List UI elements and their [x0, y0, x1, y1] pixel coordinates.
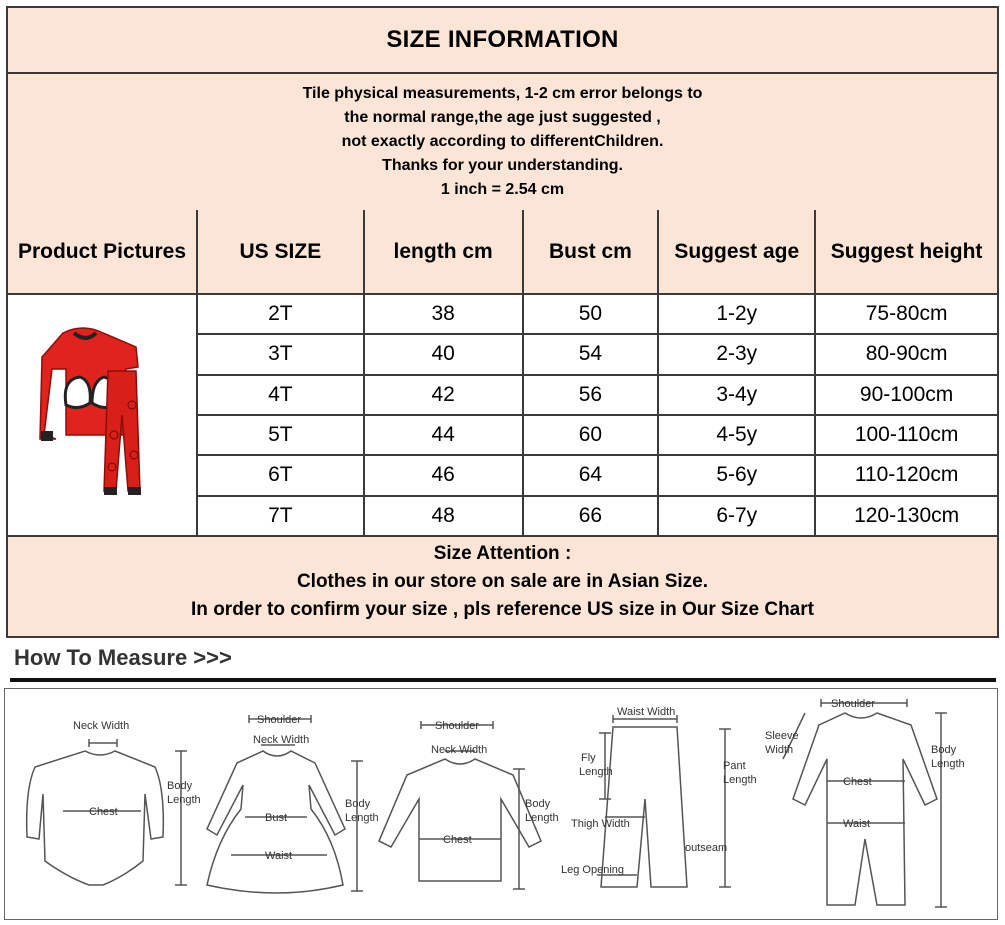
table-row: [8, 294, 997, 334]
label-neck-width: Neck Width: [431, 744, 488, 756]
cell-length: 40: [364, 334, 523, 374]
cell-height: 120-130cm: [815, 496, 997, 536]
attention-line: Clothes in our store on sale are in Asian Size.: [296, 571, 709, 592]
label-chest: Chest: [443, 834, 472, 846]
label-neck-width: Neck Width: [73, 720, 130, 732]
cell-length: 48: [364, 496, 523, 536]
pants-diagram: [561, 706, 757, 887]
label-length: Length: [525, 812, 559, 824]
cell-us-size: 5T: [197, 415, 364, 455]
cell-us-size: 7T: [197, 496, 364, 536]
product-picture-cell: [8, 294, 197, 536]
label-length: Length: [579, 766, 613, 778]
label-length: Length: [345, 812, 379, 824]
cell-length: 42: [364, 375, 523, 415]
label-bust: Bust: [265, 812, 288, 824]
cell-us-size: 3T: [197, 334, 364, 374]
label-chest: Chest: [89, 806, 118, 818]
label-leg-opening: Leg Opening: [561, 864, 624, 876]
cell-height: 110-120cm: [815, 455, 997, 495]
label-neck-width: Neck Width: [253, 734, 310, 746]
header-suggest-height: Suggest height: [815, 210, 997, 294]
cell-bust: 60: [523, 415, 659, 455]
label-thigh-width: Thigh Width: [571, 818, 630, 830]
cell-age: 3-4y: [658, 375, 815, 415]
cell-height: 100-110cm: [815, 415, 997, 455]
label-sleeve: Sleeve: [765, 730, 799, 742]
label-body: Body: [931, 744, 957, 756]
attention-heading: Size Attention :: [433, 543, 572, 564]
divider: [10, 678, 996, 682]
cell-age: 5-6y: [658, 455, 815, 495]
cell-us-size: 4T: [197, 375, 364, 415]
attention-line: In order to confirm your size , pls reference US size in Our Size Chart: [191, 599, 814, 620]
cell-age: 1-2y: [658, 294, 815, 334]
cell-age: 6-7y: [658, 496, 815, 536]
header-us-size: US SIZE: [197, 210, 364, 294]
cell-height: 90-100cm: [815, 375, 997, 415]
cell-us-size: 2T: [197, 294, 364, 334]
label-width: Width: [765, 744, 794, 756]
label-waist-width: Waist Width: [617, 706, 676, 718]
note-line: the normal range,the age just suggested ,: [344, 109, 661, 126]
label-pant: Pant: [723, 760, 746, 772]
cell-bust: 66: [523, 496, 659, 536]
title-band: [8, 8, 997, 74]
cell-length: 44: [364, 415, 523, 455]
note-line: 1 inch = 2.54 cm: [440, 181, 565, 198]
note-line: not exactly according to differentChildren.: [341, 133, 664, 150]
cell-length: 38: [364, 294, 523, 334]
cell-bust: 64: [523, 455, 659, 495]
table-header-row: [8, 210, 997, 294]
label-fly: Fly: [581, 752, 596, 764]
size-attention: [8, 526, 997, 638]
page-title: SIZE INFORMATION: [386, 26, 619, 53]
header-product-pictures: Product Pictures: [8, 210, 197, 294]
size-table: [8, 210, 997, 537]
dress-diagram: [207, 714, 379, 893]
label-shoulder: Shoulder: [831, 698, 876, 710]
how-to-measure-title: How To Measure >>>: [14, 645, 232, 670]
label-shoulder: Shoulder: [257, 714, 302, 726]
romper-diagram: [765, 698, 965, 907]
cell-bust: 54: [523, 334, 659, 374]
bodysuit-diagram: [27, 720, 201, 885]
header-length: length cm: [364, 210, 523, 294]
label-body: Body: [525, 798, 551, 810]
label-body: Body: [345, 798, 371, 810]
label-shoulder: Shoulder: [435, 720, 480, 732]
label-waist: Waist: [843, 818, 871, 830]
measurement-notes: [8, 74, 997, 212]
size-chart-frame: [6, 6, 999, 638]
cell-bust: 50: [523, 294, 659, 334]
cell-age: 2-3y: [658, 334, 815, 374]
label-body: Body: [167, 780, 193, 792]
label-length: Length: [167, 794, 201, 806]
cell-age: 4-5y: [658, 415, 815, 455]
header-bust: Bust cm: [523, 210, 659, 294]
cell-bust: 56: [523, 375, 659, 415]
label-length: Length: [723, 774, 757, 786]
measure-diagrams: [4, 688, 998, 920]
cell-length: 46: [364, 455, 523, 495]
shirt-diagram: [379, 720, 559, 889]
label-waist: Waist: [265, 850, 293, 862]
header-suggest-age: Suggest age: [658, 210, 815, 294]
cell-height: 75-80cm: [815, 294, 997, 334]
label-length: Length: [931, 758, 965, 770]
note-line: Thanks for your understanding.: [382, 157, 623, 174]
label-outseam: outseam: [685, 842, 728, 854]
label-chest: Chest: [843, 776, 872, 788]
cell-us-size: 6T: [197, 455, 364, 495]
note-line: Tile physical measurements, 1-2 cm error belongs to: [302, 85, 703, 102]
product-picture: [8, 295, 196, 529]
cell-height: 80-90cm: [815, 334, 997, 374]
